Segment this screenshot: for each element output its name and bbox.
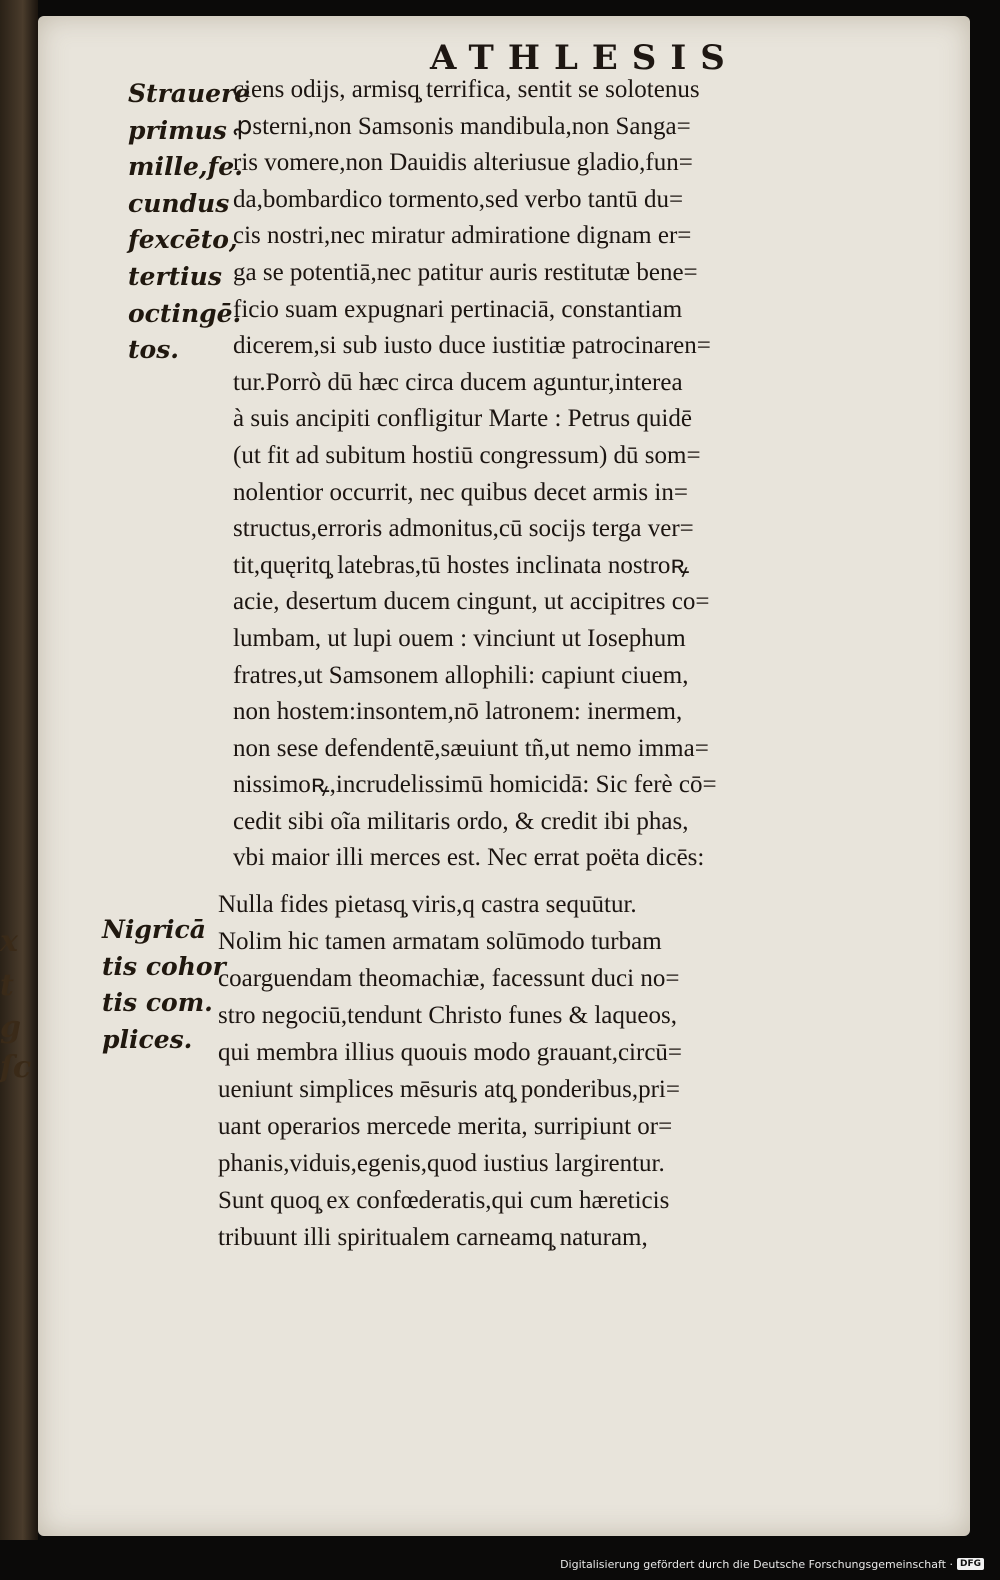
margin-note-1: [128, 76, 250, 369]
text-line: phanis,viduis,egenis,quod iustius largirentur.: [218, 1150, 665, 1177]
text-line: non sese defendentē,sæuiunt tñ,ut nemo imma=: [233, 734, 709, 762]
text-line: qui membra illius quouis modo grauant,circū=: [218, 1039, 683, 1066]
text-line: tribuunt illi spiritualem carneamq̧ naturam,: [218, 1224, 648, 1251]
text-line: non hostem:insontem,nō latronem: inermem,: [233, 698, 683, 726]
text-line: ueniunt simplices mēsuris atq̧ ponderibus,pri=: [218, 1076, 680, 1103]
text-line: à suis ancipiti confligitur Marte : Petrus quidē: [233, 405, 692, 433]
running-head: ATHLESIS: [430, 38, 739, 78]
body-text-block-b: [218, 886, 918, 1256]
margin-line: fexcēto,: [128, 225, 238, 255]
text-line: Sunt quoq̧ ex confœderatis,qui cum hæreticis: [218, 1187, 670, 1214]
text-line: ga se potentiā,nec patitur auris restitutæ bene=: [233, 258, 698, 286]
credit-text: Digitalisierung gefördert durch die Deutsche Forschungsgemeinschaft ·: [560, 1557, 953, 1571]
book-gutter: [0, 0, 38, 1540]
text-line: stro negociū,tendunt Christo funes & laqueos,: [218, 1002, 677, 1029]
margin-line: cundus: [128, 188, 230, 218]
margin-line: primus: [128, 115, 227, 145]
text-line: cis nostri,nec miratur admiratione dignam er=: [233, 222, 692, 250]
text-line: nolentior occurrit, nec quibus decet armis in=: [233, 478, 688, 506]
text-line: ꝓsterni,non Samsonis mandibula,non Sanga=: [233, 112, 691, 140]
text-line: tit,quęritq̧ latebras,tū hostes inclinata nostroꝶ: [233, 551, 690, 579]
text-line: nissimoꝶ,incrudelissimū homicidā: Sic ferè cō=: [233, 771, 717, 799]
margin-line: Strauere: [128, 79, 251, 108]
text-line: da,bombardico tormento,sed verbo tantū du=: [233, 185, 684, 213]
margin-line: tis cohor: [102, 951, 226, 981]
edge-fragment: x: [0, 924, 18, 959]
text-line: dicerem,si sub iusto duce iustitiæ patrocinaren=: [233, 332, 711, 360]
text-line: cedit sibi oĩa militaris ordo, & credit ibi phas,: [233, 807, 689, 835]
edge-fragment: t: [0, 968, 14, 1003]
text-line: Nulla fides pietasq̧ viris,q castra sequūtur.: [218, 891, 637, 918]
edge-fragment: g: [0, 1010, 21, 1045]
text-line: tur.Porrò dū hæc circa ducem aguntur,interea: [233, 368, 683, 396]
margin-line: tis com.: [102, 988, 213, 1018]
text-line: ciens odijs, armisq̧ terrifica, sentit se solotenus: [233, 76, 700, 103]
text-line: ficio suam expugnari pertinaciā, constantiam: [233, 295, 683, 323]
dfg-logo: DFG: [957, 1558, 984, 1570]
text-line: vbi maior illi merces est. Nec errat poëta dicēs:: [233, 844, 705, 872]
text-line: uant operarios mercede merita, surripiunt or=: [218, 1113, 673, 1140]
margin-line: octingē.: [128, 298, 242, 328]
margin-line: mille,fe.: [128, 152, 243, 182]
footer-credit: [560, 1554, 984, 1574]
book-page: [38, 16, 970, 1536]
text-line: structus,erroris admonitus,cū socijs terga ver=: [233, 515, 694, 543]
edge-fragment: ſc: [0, 1050, 32, 1085]
text-line: ris vomere,non Dauidis alteriusue gladio,fun=: [233, 149, 693, 177]
margin-line: tos.: [128, 335, 180, 365]
text-line: acie, desertum ducem cingunt, ut accipitres co=: [233, 588, 710, 616]
text-line: coarguendam theomachiæ, facessunt duci no=: [218, 965, 680, 992]
text-line: fratres,ut Samsonem allophili: capiunt ciuem,: [233, 661, 689, 689]
margin-line: Nigricā: [102, 915, 206, 944]
text-line: lumbam, ut lupi ouem : vinciunt ut Iosephum: [233, 624, 686, 652]
margin-note-2: [102, 912, 226, 1058]
body-text-block-a: [233, 72, 921, 877]
text-line: (ut fit ad subitum hostiū congressum) dū som=: [233, 441, 701, 469]
text-line: Nolim hic tamen armatam solūmodo turbam: [218, 928, 662, 955]
margin-line: tertius: [128, 261, 222, 291]
margin-line: plices.: [102, 1024, 193, 1054]
